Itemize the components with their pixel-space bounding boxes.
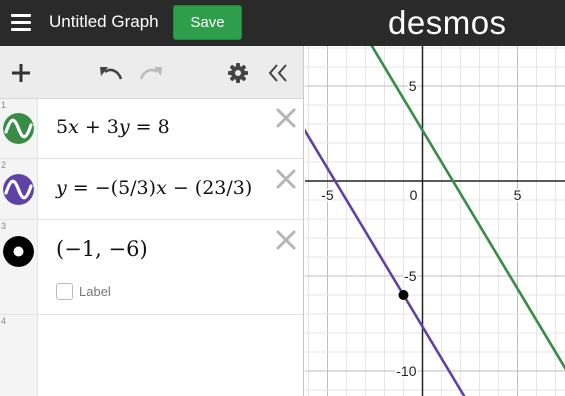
point-icon[interactable]	[3, 236, 34, 267]
graph-point	[399, 290, 409, 300]
wave-icon[interactable]	[3, 113, 34, 144]
delete-icon[interactable]	[275, 168, 297, 190]
expression-toolbar	[0, 46, 303, 99]
collapse-icon[interactable]	[267, 63, 289, 83]
menu-icon-bar	[11, 21, 31, 24]
label-text: Label	[79, 284, 111, 299]
expression-row[interactable]	[0, 159, 303, 220]
gear-icon[interactable]	[228, 63, 248, 83]
x-tick-label: 0	[409, 187, 418, 203]
graph-plot[interactable]	[305, 46, 565, 396]
delete-icon[interactable]	[275, 229, 297, 251]
expression-number: 1	[1, 100, 7, 110]
expression-gutter	[0, 220, 38, 314]
desmos-logo: desmos	[388, 4, 507, 41]
expression-row[interactable]	[0, 99, 303, 159]
expression-number: 3	[1, 221, 7, 231]
expression-gutter	[0, 99, 38, 158]
expression-math[interactable]: y = −(5/3)x − (23/3)	[56, 177, 253, 199]
top-bar	[0, 0, 565, 46]
redo-icon[interactable]	[138, 64, 164, 82]
graph-line	[305, 46, 565, 396]
y-tick-label: 5	[408, 78, 417, 94]
x-tick-label: -5	[321, 187, 334, 203]
expression-gutter	[0, 159, 38, 219]
menu-icon-bar	[11, 14, 31, 17]
y-tick-label: -10	[396, 363, 417, 379]
label-checkbox[interactable]	[56, 283, 73, 300]
expression-math[interactable]: (−1, −6)	[56, 237, 148, 261]
graph-title[interactable]: Untitled Graph	[49, 12, 159, 31]
expression-row-empty[interactable]	[0, 315, 303, 396]
expression-number: 2	[1, 160, 7, 170]
expression-row[interactable]	[0, 220, 303, 315]
expression-panel	[0, 46, 304, 396]
undo-icon[interactable]	[98, 64, 124, 82]
expression-gutter	[0, 315, 38, 396]
wave-icon[interactable]	[3, 174, 34, 205]
menu-icon-bar	[11, 28, 31, 31]
expression-number: 4	[1, 316, 7, 326]
expression-math[interactable]: 5x + 3y = 8	[56, 116, 170, 138]
save-button[interactable]: Save	[173, 5, 242, 40]
graph-line	[305, 67, 565, 396]
graph-canvas[interactable]	[305, 46, 565, 396]
plus-icon[interactable]	[11, 63, 31, 83]
x-tick-label: 5	[513, 187, 522, 203]
menu-icon[interactable]	[11, 14, 31, 32]
delete-icon[interactable]	[275, 107, 297, 129]
y-tick-label: -5	[404, 268, 417, 284]
